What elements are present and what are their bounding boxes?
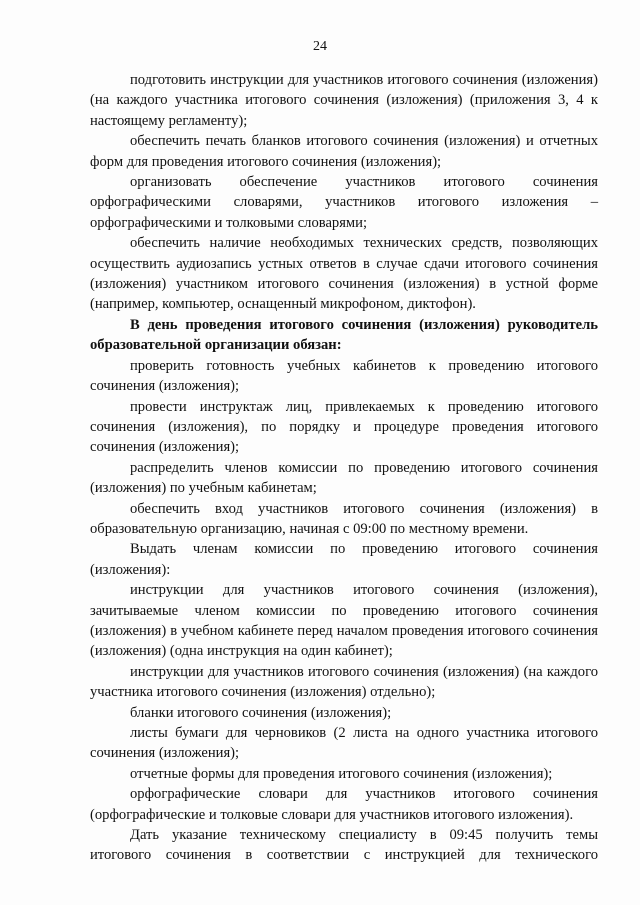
paragraph-2: обеспечить печать бланков итогового сочинения (изложения) и отчетных форм для проведения итогового сочинения (изложения); — [90, 133, 598, 170]
paragraph-6: проверить готовность учебных кабинетов к проведению итогового сочинения (изложения); — [90, 357, 598, 395]
paragraph-3: организовать обеспечение участников итогового сочинения орфографическими словарями, участников итогового изложения – орфографическими и толковыми словарями; — [90, 174, 598, 231]
page-number: 24 — [313, 39, 327, 54]
paragraph-14: листы бумаги для черновиков (2 листа на одного участника итогового сочинения (изложения); — [90, 725, 598, 762]
document-body — [90, 70, 598, 866]
paragraph-15: отчетные формы для проведения итогового сочинения (изложения); — [130, 765, 553, 782]
paragraph-8: распределить членов комиссии по проведению итогового сочинения (изложения) по учебным кабинетам; — [90, 459, 598, 497]
paragraph-17: Дать указание техническому специалисту в 09:45 получить темы итогового сочинения в соответствии с инструкцией для технического — [90, 827, 598, 864]
paragraph-9: обеспечить вход участников итогового сочинения (изложения) в образовательную организацию, начиная с 09:00 по местному времени. — [90, 500, 598, 537]
section-heading-paragraph: В день проведения итогового сочинения (изложения) руководитель образовательной организации обязан: — [90, 316, 598, 354]
paragraph-16: орфографические словари для участников итогового сочинения (орфографические и толковые словари для участников итогового изложения). — [90, 786, 598, 823]
paragraph-7: провести инструктаж лиц, привлекаемых к проведению итогового сочинения (изложения), по порядку и процедуре проведения итогового сочинения (изложения); — [90, 398, 598, 456]
paragraph-11: инструкции для участников итогового сочинения (изложения), зачитываемые членом комиссии по проведению итогового сочинения (изложения) в учебном кабинете перед началом проведения итогового сочинения (изложения) (одна инструкция на один кабинет); — [90, 582, 598, 660]
paragraph-13: бланки итогового сочинения (изложения); — [130, 704, 392, 721]
paragraph-10: Выдать членам комиссии по проведению итогового сочинения (изложения): — [90, 541, 598, 578]
paragraph-1: подготовить инструкции для участников итогового сочинения (изложения) (на каждого участника итогового сочинения (изложения) (приложения 3, 4 к настоящему регламенту); — [90, 72, 598, 129]
paragraph-4: обеспечить наличие необходимых технических средств, позволяющих осуществить аудиозапись устных ответов в случае сдачи итогового сочинения (изложения) участником итогового сочинения (изложения) в устной форме (например, компьютер, оснащенный микрофоном, диктофон). — [90, 235, 598, 313]
paragraph-12: инструкции для участников итогового сочинения (изложения) (на каждого участника итогового сочинения (изложения) отдельно); — [90, 663, 598, 701]
